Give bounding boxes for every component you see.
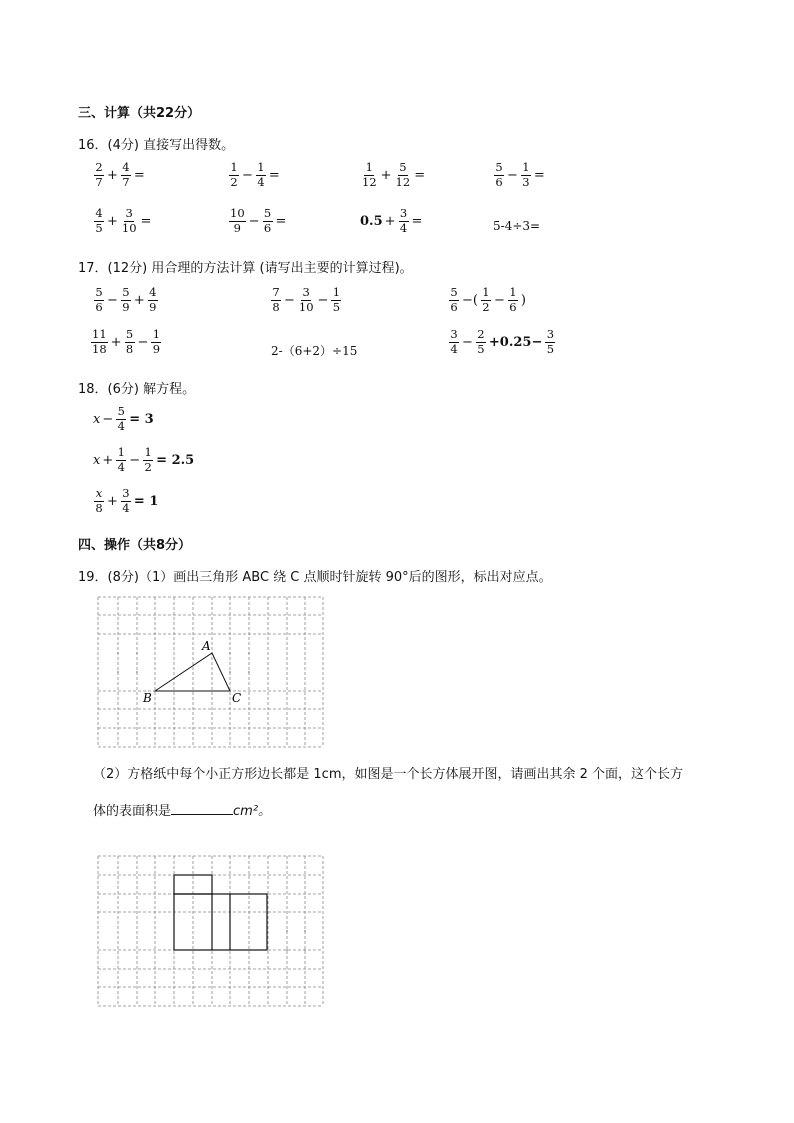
- q16-item: 5-4÷3=: [493, 219, 541, 233]
- point-b-label: B: [143, 691, 152, 705]
- point-a-label: A: [202, 639, 211, 653]
- q18-equation-1: x − $\frac{5}{4}$ = 3: [93, 404, 154, 433]
- section-title-calculation: 三、计算（共22分）: [78, 106, 201, 121]
- triangle-grid: [98, 597, 323, 747]
- q18-equation-3: $\frac{x}{8}$ + $\frac{3}{4}$ = 1: [95, 486, 159, 515]
- q16-item: $\frac{4}{5}$ + $\frac{3}{10}$ =: [95, 206, 152, 235]
- question-17-label: 17．(12分) 用合理的方法计算 (请写出主要的计算过程)。: [78, 261, 413, 276]
- q17-expression-2: $\frac{7}{8}$ − $\frac{3}{10}$ − $\frac{1}{5}$: [272, 285, 341, 314]
- question-18-label: 18．(6分) 解方程。: [78, 382, 196, 397]
- q19-part2-line1: （2）方格纸中每个小正方形边长都是 1cm，如图是一个长方体展开图，请画出其余 2 个面，这个长方: [93, 767, 684, 782]
- q16-item: $\frac{10}{9}$ − $\frac{5}{6}$ =: [230, 206, 287, 235]
- q16-item: 0.5 + $\frac{3}{4}$ =: [360, 206, 423, 235]
- cuboid-net-grid-dots: [286, 930, 306, 951]
- q17-expression-6: $\frac{3}{4}$ − $\frac{2}{5}$ +0.25− $\frac{3}{5}$: [450, 327, 555, 356]
- cuboid-net-grid: [98, 856, 323, 1006]
- q17-expression-3: $\frac{5}{6}$ −( $\frac{1}{2}$ − $\frac{1}{6}$ ): [450, 285, 526, 314]
- q19-part2-line2: 体的表面积是 cm²。: [93, 804, 272, 819]
- q17-expression-5: 2-（6+2）÷15: [271, 344, 358, 358]
- q16-item: $\frac{1}{2}$ − $\frac{1}{4}$ =: [230, 160, 280, 189]
- q16-item: $\frac{5}{6}$ − $\frac{1}{3}$ =: [495, 160, 545, 189]
- section-title-operation: 四、操作（共8分）: [78, 538, 192, 553]
- cuboid-net: [174, 875, 267, 950]
- q16-item: $\frac{1}{12}$ + $\frac{5}{12}$ =: [362, 160, 426, 189]
- q16-item: $\frac{2}{7}$ + $\frac{4}{7}$ =: [95, 160, 145, 189]
- surface-area-answer-blank[interactable]: [171, 802, 233, 815]
- q18-equation-2: x + $\frac{1}{4}$ − $\frac{1}{2}$ = 2.5: [93, 445, 195, 474]
- q17-expression-4: $\frac{11}{18}$ + $\frac{5}{8}$ − $\frac{1}{9}$: [92, 327, 161, 356]
- q17-expression-1: $\frac{5}{6}$ − $\frac{5}{9}$ + $\frac{4}{9}$: [95, 285, 157, 314]
- triangle-abc: [155, 653, 230, 691]
- point-c-label: C: [232, 691, 242, 705]
- question-16-label: 16．(4分) 直接写出得数。: [78, 138, 235, 153]
- question-19-label: 19．(8分)（1）画出三角形 ABC 绕 C 点顺时针旋转 90°后的图形，标出对应点。: [78, 570, 552, 585]
